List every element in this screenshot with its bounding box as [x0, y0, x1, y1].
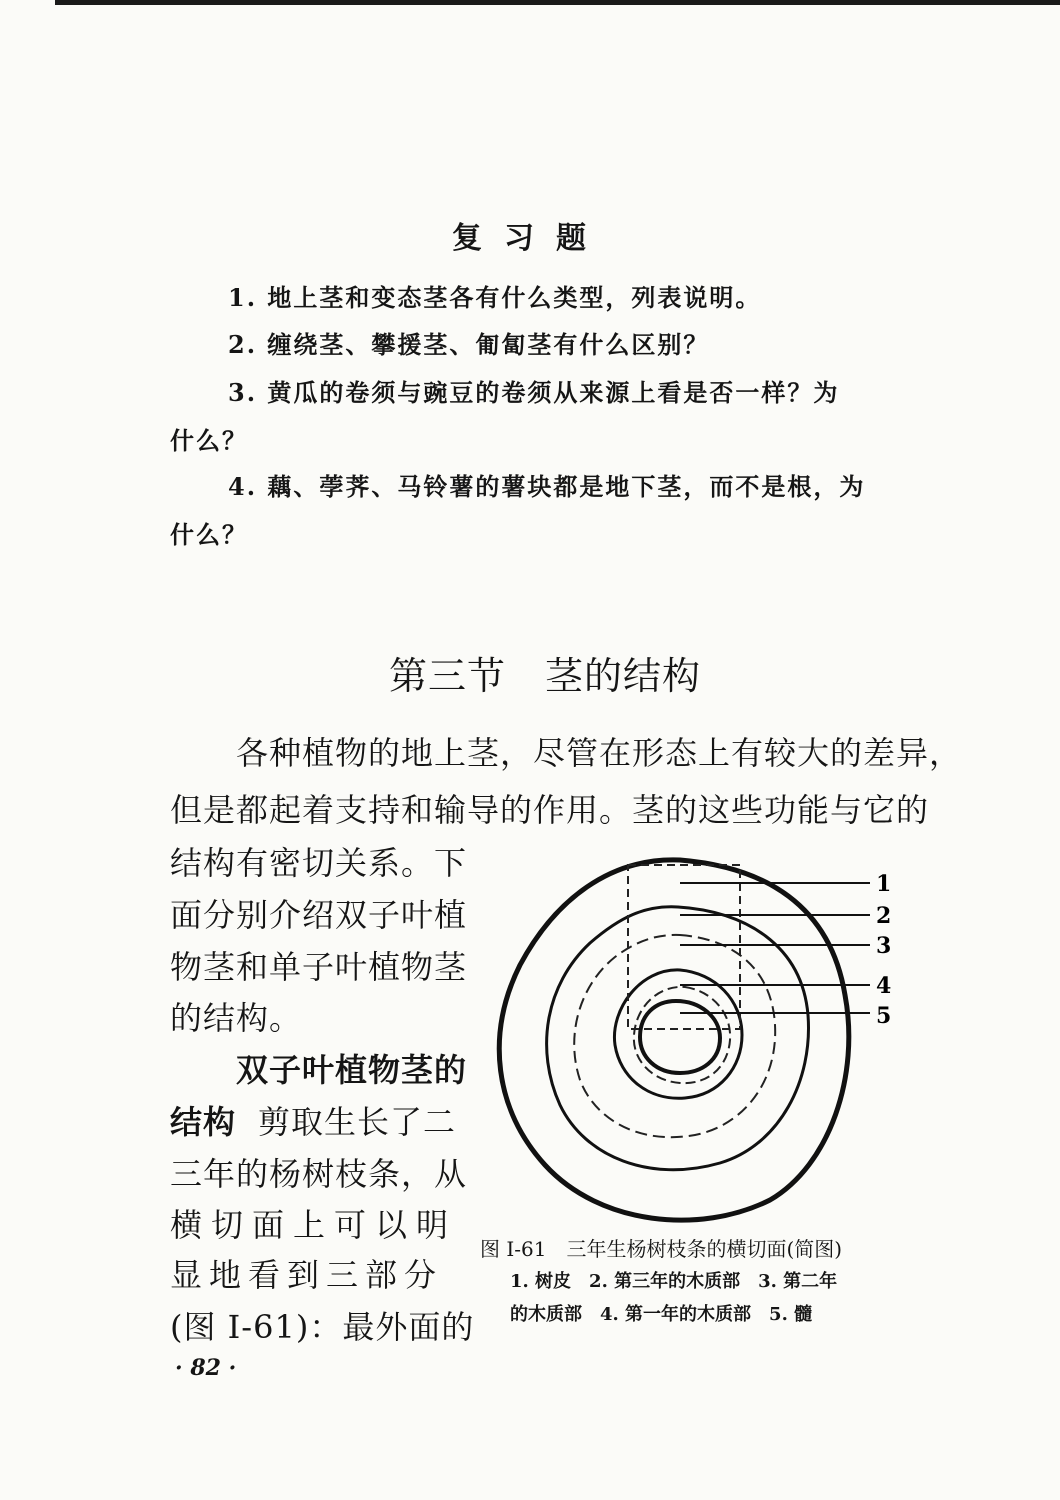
dicot-line-1 [170, 1097, 456, 1143]
dicot-heading-text-2: 结构 [170, 1103, 237, 1141]
figure-legend-line-2: 的木质部 4. 第一年的木质部 5. 髓 [510, 1304, 813, 1325]
dicot-text-1: 剪取生长了二 [258, 1103, 457, 1141]
question-2: 2. 缠绕茎、攀援茎、匍匐茎有什么区别？ [228, 330, 710, 359]
dicot-line-4: 显地看到三部分 [170, 1256, 444, 1294]
question-4: 4. 藕、荸荠、马铃薯的薯块都是地下茎，而不是根，为 [228, 472, 866, 501]
page-top-rule [55, 0, 1060, 5]
intro-line-1: 各种植物的地上茎，尽管在形态上有较大的差异， [236, 734, 963, 772]
figure-label-2: 2 [876, 903, 892, 929]
figure-label-5: 5 [876, 1003, 892, 1029]
pith-outline [640, 1001, 720, 1073]
intro-line-5: 物茎和单子叶植物茎 [170, 948, 468, 986]
stem-cross-section-figure [480, 845, 920, 1230]
page-number: · 82 · [175, 1355, 237, 1381]
figure-label-1: 1 [876, 871, 892, 897]
dicot-line-2: 三年的杨树枝条，从 [170, 1155, 468, 1193]
bark-outline [499, 860, 849, 1220]
intro-line-6: 的结构。 [170, 999, 303, 1037]
question-3-continued: 什么？ [170, 426, 248, 455]
figure-label-4: 4 [876, 973, 892, 999]
intro-line-4: 面分别介绍双子叶植 [170, 896, 468, 934]
figure-label-3: 3 [876, 933, 892, 959]
review-title: 复习题 [452, 221, 608, 256]
intro-line-2: 但是都起着支持和输导的作用。茎的这些功能与它的 [170, 791, 930, 829]
figure-legend-line-1: 1. 树皮 2. 第三年的木质部 3. 第二年 [510, 1271, 838, 1292]
section-title: 第三节 茎的结构 [388, 654, 701, 698]
dicot-line-5: (图 I-61)：最外面的 [170, 1308, 475, 1346]
intro-line-3: 结构有密切关系。下 [170, 844, 468, 882]
dicot-line-3: 横切面上可以明 [170, 1206, 458, 1244]
xylem-year3-outline [547, 907, 809, 1170]
question-1: 1. 地上茎和变态茎各有什么类型，列表说明。 [228, 283, 762, 312]
figure-caption: 图 I-61 三年生杨树枝条的横切面(简图) [480, 1237, 843, 1261]
question-3: 3. 黄瓜的卷须与豌豆的卷须从来源上看是否一样？为 [228, 378, 840, 407]
question-4-continued: 什么？ [170, 520, 248, 549]
xylem-year2-outline [574, 935, 775, 1137]
dicot-heading-text: 双子叶植物茎的 [236, 1051, 468, 1089]
dicot-heading [236, 1045, 467, 1091]
